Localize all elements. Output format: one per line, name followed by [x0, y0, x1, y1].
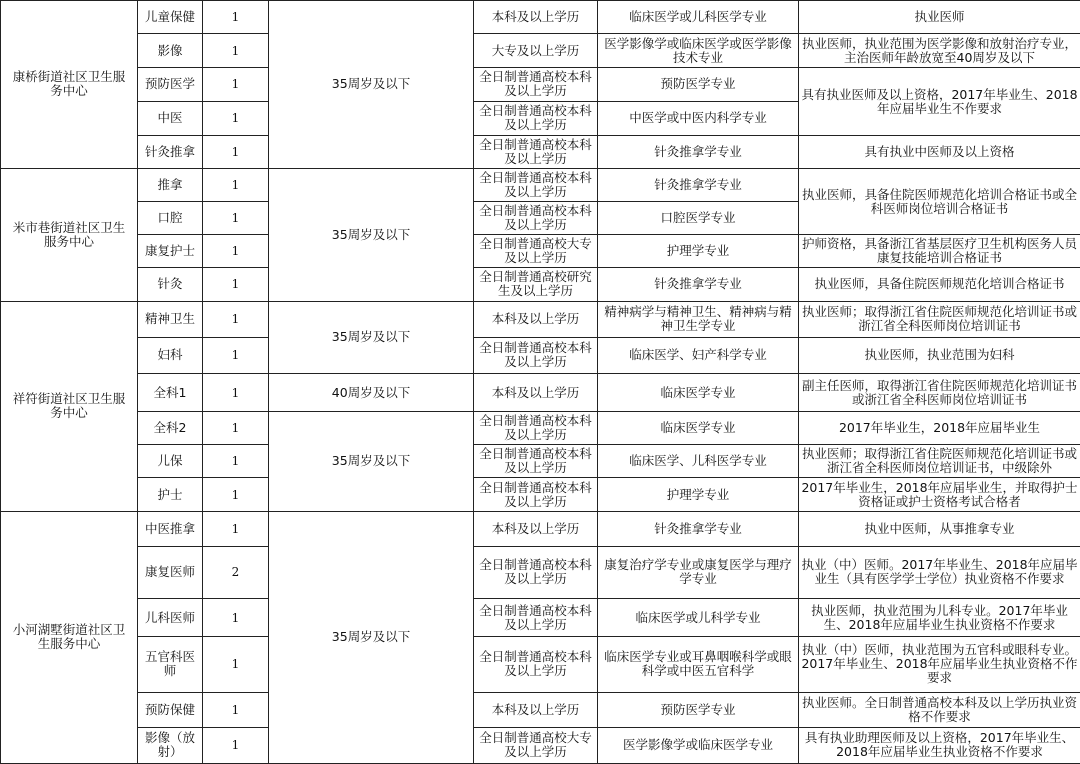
education-req: 全日制普通高校本科及以上学历	[474, 412, 598, 445]
education-req: 全日制普通高校本科及以上学历	[474, 101, 598, 135]
other-req: 执业医师；取得浙江省住院医师规范化培训证书或浙江省全科医师岗位培训证书	[799, 301, 1080, 337]
post-name: 儿科医师	[138, 599, 203, 637]
post-count: 1	[203, 268, 269, 301]
major-req: 临床医学或儿科学专业	[598, 599, 799, 637]
education-req: 全日制普通高校本科及以上学历	[474, 168, 598, 201]
major-req: 医学影像学或临床医学或医学影像技术专业	[598, 34, 799, 68]
post-name: 精神卫生	[138, 301, 203, 337]
education-req: 全日制普通高校本科及以上学历	[474, 546, 598, 598]
post-count: 1	[203, 692, 269, 727]
other-req: 2017年毕业生，2018年应届毕业生	[799, 412, 1080, 445]
major-req: 临床医学专业	[598, 373, 799, 411]
major-req: 中医学或中医内科学专业	[598, 101, 799, 135]
major-req: 医学影像学或临床医学专业	[598, 727, 799, 763]
education-req: 本科及以上学历	[474, 373, 598, 411]
post-count: 1	[203, 478, 269, 511]
post-count: 1	[203, 235, 269, 268]
other-req: 执业中医师，从事推拿专业	[799, 511, 1080, 546]
major-req: 护理学专业	[598, 235, 799, 268]
table-row	[1, 235, 1080, 268]
age-limit: 40周岁及以下	[269, 373, 474, 411]
post-count: 1	[203, 101, 269, 135]
other-req: 执业医师，具备住院医师规范化培训合格证书或全科医师岗位培训合格证书	[799, 168, 1080, 234]
major-req: 临床医学、儿科医学专业	[598, 445, 799, 478]
education-req: 本科及以上学历	[474, 511, 598, 546]
age-limit: 35周岁及以下	[269, 511, 474, 763]
other-req: 执业（中）医师，执业范围为五官科或眼科专业。2017年毕业生、2018年应届毕业生执业资格不作要求	[799, 637, 1080, 692]
major-req: 临床医学专业	[598, 412, 799, 445]
other-req: 执业医师。全日制普通高校本科及以上学历执业资格不作要求	[799, 692, 1080, 727]
post-name: 护士	[138, 478, 203, 511]
unit-name: 米市巷街道社区卫生服务中心	[1, 168, 138, 301]
major-req: 针灸推拿学专业	[598, 168, 799, 201]
major-req: 针灸推拿学专业	[598, 268, 799, 301]
education-req: 本科及以上学历	[474, 692, 598, 727]
other-req: 执业医师，具备住院医师规范化培训合格证书	[799, 268, 1080, 301]
major-req: 口腔医学专业	[598, 202, 799, 235]
table-row	[1, 445, 1080, 478]
education-req: 本科及以上学历	[474, 1, 598, 34]
major-req: 临床医学或儿科医学专业	[598, 1, 799, 34]
post-count: 2	[203, 546, 269, 598]
major-req: 预防医学专业	[598, 68, 799, 101]
education-req: 全日制普通高校研究生及以上学历	[474, 268, 598, 301]
post-name: 五官科医师	[138, 637, 203, 692]
post-name: 针灸推拿	[138, 135, 203, 168]
unit-name: 小河湖墅街道社区卫生服务中心	[1, 511, 138, 763]
other-req: 执业医师，执业范围为儿科专业。2017年毕业生、2018年应届毕业生执业资格不作要求	[799, 599, 1080, 637]
post-count: 1	[203, 202, 269, 235]
table-row	[1, 692, 1080, 727]
unit-name: 祥符街道社区卫生服务中心	[1, 301, 138, 511]
education-req: 全日制普通高校大专及以上学历	[474, 235, 598, 268]
post-count: 1	[203, 135, 269, 168]
education-req: 全日制普通高校本科及以上学历	[474, 337, 598, 373]
post-count: 1	[203, 68, 269, 101]
major-req: 针灸推拿学专业	[598, 511, 799, 546]
other-req: 具有执业助理医师及以上资格，2017年毕业生、2018年应届毕业生执业资格不作要求	[799, 727, 1080, 763]
major-req: 精神病学与精神卫生、精神病与精神卫生学专业	[598, 301, 799, 337]
post-name: 全科1	[138, 373, 203, 411]
table-row	[1, 412, 1080, 445]
post-name: 儿保	[138, 445, 203, 478]
post-name: 针灸	[138, 268, 203, 301]
other-req: 2017年毕业生，2018年应届毕业生，并取得护士资格证或护士资格考试合格者	[799, 478, 1080, 511]
post-name: 康复医师	[138, 546, 203, 598]
table-row	[1, 637, 1080, 692]
other-req: 执业医师；取得浙江省住院医师规范化培训证书或浙江省全科医师岗位培训证书，中级除外	[799, 445, 1080, 478]
education-req: 全日制普通高校本科及以上学历	[474, 202, 598, 235]
age-limit: 35周岁及以下	[269, 301, 474, 373]
education-req: 全日制普通高校本科及以上学历	[474, 599, 598, 637]
table-row	[1, 478, 1080, 511]
major-req: 临床医学专业或耳鼻咽喉科学或眼科学或中医五官科学	[598, 637, 799, 692]
other-req: 护师资格，具备浙江省基层医疗卫生机构医务人员康复技能培训合格证书	[799, 235, 1080, 268]
table-row	[1, 727, 1080, 763]
education-req: 全日制普通高校本科及以上学历	[474, 135, 598, 168]
post-count: 1	[203, 511, 269, 546]
other-req: 执业医师，执业范围为医学影像和放射治疗专业，主治医师年龄放宽至40周岁及以下	[799, 34, 1080, 68]
post-name: 预防医学	[138, 68, 203, 101]
education-req: 大专及以上学历	[474, 34, 598, 68]
other-req: 执业医师	[799, 1, 1080, 34]
table-row	[1, 268, 1080, 301]
major-req: 针灸推拿学专业	[598, 135, 799, 168]
unit-name: 康桥街道社区卫生服务中心	[1, 1, 138, 169]
table-row	[1, 135, 1080, 168]
post-count: 1	[203, 168, 269, 201]
other-req: 具有执业中医师及以上资格	[799, 135, 1080, 168]
post-name: 全科2	[138, 412, 203, 445]
post-count: 1	[203, 337, 269, 373]
education-req: 全日制普通高校本科及以上学历	[474, 637, 598, 692]
age-limit: 35周岁及以下	[269, 1, 474, 169]
table-row	[1, 301, 1080, 337]
post-name: 预防保健	[138, 692, 203, 727]
major-req: 康复治疗学专业或康复医学与理疗学专业	[598, 546, 799, 598]
education-req: 全日制普通高校本科及以上学历	[474, 478, 598, 511]
other-req: 执业（中）医师。2017年毕业生、2018年应届毕业生（具有医学学士学位）执业资格不作要求	[799, 546, 1080, 598]
table-row	[1, 34, 1080, 68]
post-name: 口腔	[138, 202, 203, 235]
table-row	[1, 373, 1080, 411]
education-req: 全日制普通高校大专及以上学历	[474, 727, 598, 763]
table-row	[1, 168, 1080, 201]
table-row	[1, 68, 1080, 101]
post-count: 1	[203, 412, 269, 445]
post-name: 中医推拿	[138, 511, 203, 546]
age-limit: 35周岁及以下	[269, 412, 474, 512]
other-req: 具有执业医师及以上资格，2017年毕业生、2018年应届毕业生不作要求	[799, 68, 1080, 135]
post-count: 1	[203, 34, 269, 68]
major-req: 护理学专业	[598, 478, 799, 511]
table-row	[1, 1, 1080, 34]
post-name: 康复护士	[138, 235, 203, 268]
post-count: 1	[203, 637, 269, 692]
education-req: 全日制普通高校本科及以上学历	[474, 445, 598, 478]
post-name: 影像	[138, 34, 203, 68]
table-row	[1, 337, 1080, 373]
other-req: 执业医师，执业范围为妇科	[799, 337, 1080, 373]
age-limit: 35周岁及以下	[269, 168, 474, 301]
major-req: 预防医学专业	[598, 692, 799, 727]
post-name: 影像（放射）	[138, 727, 203, 763]
other-req: 副主任医师，取得浙江省住院医师规范化培训证书或浙江省全科医师岗位培训证书	[799, 373, 1080, 411]
post-count: 1	[203, 301, 269, 337]
table-row	[1, 546, 1080, 598]
post-count: 1	[203, 599, 269, 637]
post-count: 1	[203, 1, 269, 34]
table-row	[1, 511, 1080, 546]
post-name: 中医	[138, 101, 203, 135]
education-req: 本科及以上学历	[474, 301, 598, 337]
table-row	[1, 599, 1080, 637]
post-name: 儿童保健	[138, 1, 203, 34]
education-req: 全日制普通高校本科及以上学历	[474, 68, 598, 101]
post-count: 1	[203, 727, 269, 763]
major-req: 临床医学、妇产科学专业	[598, 337, 799, 373]
post-name: 推拿	[138, 168, 203, 201]
post-name: 妇科	[138, 337, 203, 373]
post-count: 1	[203, 445, 269, 478]
post-count: 1	[203, 373, 269, 411]
